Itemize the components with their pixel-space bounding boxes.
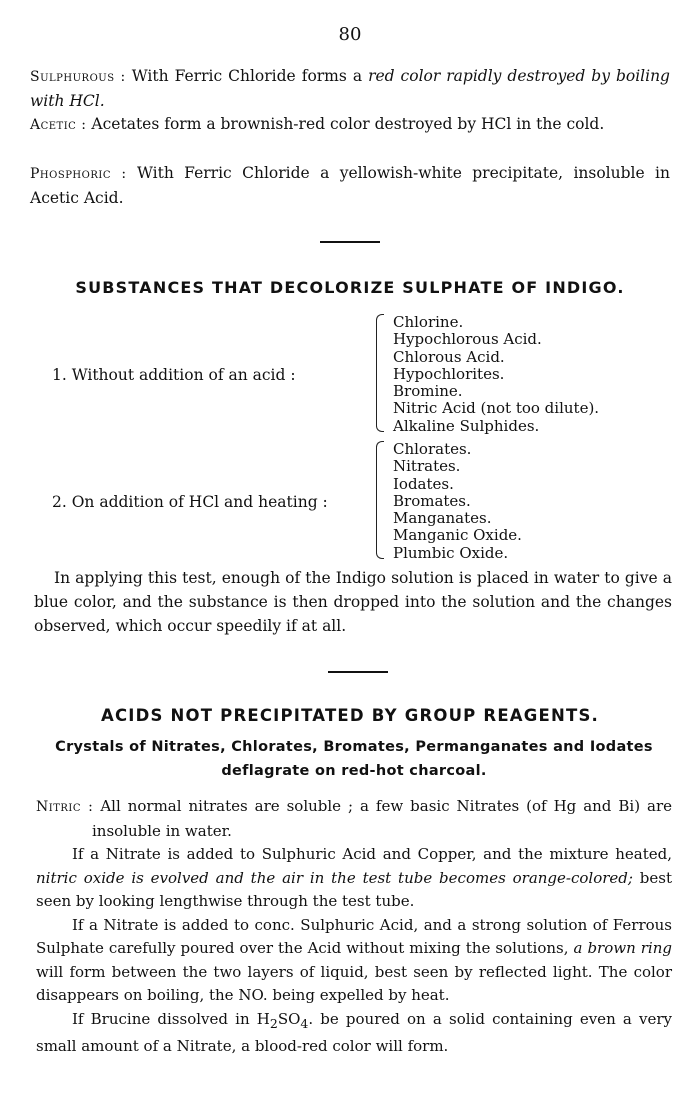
entry-phosphoric — [30, 161, 670, 210]
list-item: Manganates. — [393, 509, 492, 528]
group1-list — [393, 314, 599, 435]
section-divider — [320, 241, 380, 243]
brace-group1 — [376, 314, 384, 432]
section-divider — [328, 671, 388, 673]
nitric-intro — [36, 795, 672, 843]
indigo-test-note: In applying this test, enough of the Indigo solution is placed in water to give a blue color, and the substance is then dropped into the solution and the changes observed, which occur speedily if at all. — [34, 569, 672, 635]
list-item: Alkaline Sulphides. — [393, 416, 540, 435]
entry-text-italic: red color rapidly destroyed by boiling with HCl. — [30, 67, 670, 110]
list-item: Chlorine. — [393, 313, 464, 331]
group2-lead: 2. On addition of HCl and heating : — [52, 493, 328, 511]
text: If a Nitrate is added to conc. Sulphuric Acid, and a strong solution of Ferrous Sulphate carefully poured over the Acid without mixing the solutions, — [36, 915, 672, 957]
entry-text: Acetates form a brownish-red color destroyed by HCl in the cold. — [86, 115, 605, 133]
list-item: Plumbic Oxide. — [393, 543, 509, 562]
nitric-intro-text: All normal nitrates are soluble ; a few basic Nitrates (of Hg and Bi) are insoluble in water. — [92, 797, 672, 840]
nitric-paragraph-1 — [36, 843, 672, 914]
list-item: Chlorates. — [393, 440, 472, 458]
section-heading-indigo: SUBSTANCES THAT DECOLORIZE SULPHATE OF INDIGO. — [75, 278, 625, 297]
list-item: Nitric Acid (not too dilute). — [393, 399, 600, 418]
text: will form between the two layers of liquid, best seen by reflected light. The color disappears on boiling, the NO. being expelled by heat. — [36, 962, 672, 1004]
italic-text: a brown ring — [573, 939, 672, 957]
text: . be poured on a solid containing even a very small amount of a Nitrate, a blood-red color will form. — [36, 1009, 672, 1055]
entry-sulphurous — [30, 64, 670, 113]
list-item: Hypochlorites. — [393, 364, 505, 383]
nitric-paragraph-3 — [36, 1008, 672, 1059]
page-number: 80 — [338, 24, 362, 45]
italic-text: nitric oxide is evolved and the air in the test tube becomes orange-colored; — [36, 868, 633, 887]
subscript: 4 — [300, 1015, 309, 1031]
list-item: Chlorous Acid. — [393, 347, 505, 366]
section-subheading: Crystals of Nitrates, Chlorates, Bromates, Permanganates and Iodates deflagrate on red-hot charcoal. — [55, 739, 653, 779]
text: If Brucine dissolved in H — [72, 1009, 270, 1028]
entry-label: Acetic : — [30, 117, 87, 133]
section-heading-acids: ACIDS NOT PRECIPITATED BY GROUP REAGENTS. — [100, 706, 599, 725]
entry-label: Nitric : — [36, 799, 94, 815]
list-item: Hypochlorous Acid. — [393, 330, 542, 349]
text: If a Nitrate is added to Sulphuric Acid and Copper, and the mixture heated, — [72, 845, 672, 863]
list-item: Iodates. — [393, 474, 454, 493]
list-item: Manganic Oxide. — [393, 526, 522, 545]
list-item: Nitrates. — [393, 457, 461, 476]
entry-label: Sulphurous : — [30, 69, 126, 85]
list-item: Bromine. — [393, 382, 463, 401]
entry-acetic — [30, 112, 670, 137]
group2-list — [393, 441, 522, 562]
entry-text: With Ferric Chloride a yellowish-white precipitate, insoluble in Acetic Acid. — [30, 164, 670, 207]
text: SO — [277, 1009, 301, 1028]
brace-group2 — [376, 441, 384, 559]
entry-nitric — [36, 795, 672, 1059]
entry-label: Phosphoric : — [30, 166, 127, 182]
text: best seen by looking lengthwise through the test tube. — [36, 868, 672, 910]
group1-lead: 1. Without addition of an acid : — [52, 366, 296, 384]
nitric-paragraph-2 — [36, 914, 672, 1008]
subscript: 2 — [269, 1015, 278, 1031]
entry-text: With Ferric Chloride forms a — [125, 67, 369, 85]
list-item: Bromates. — [393, 491, 471, 510]
